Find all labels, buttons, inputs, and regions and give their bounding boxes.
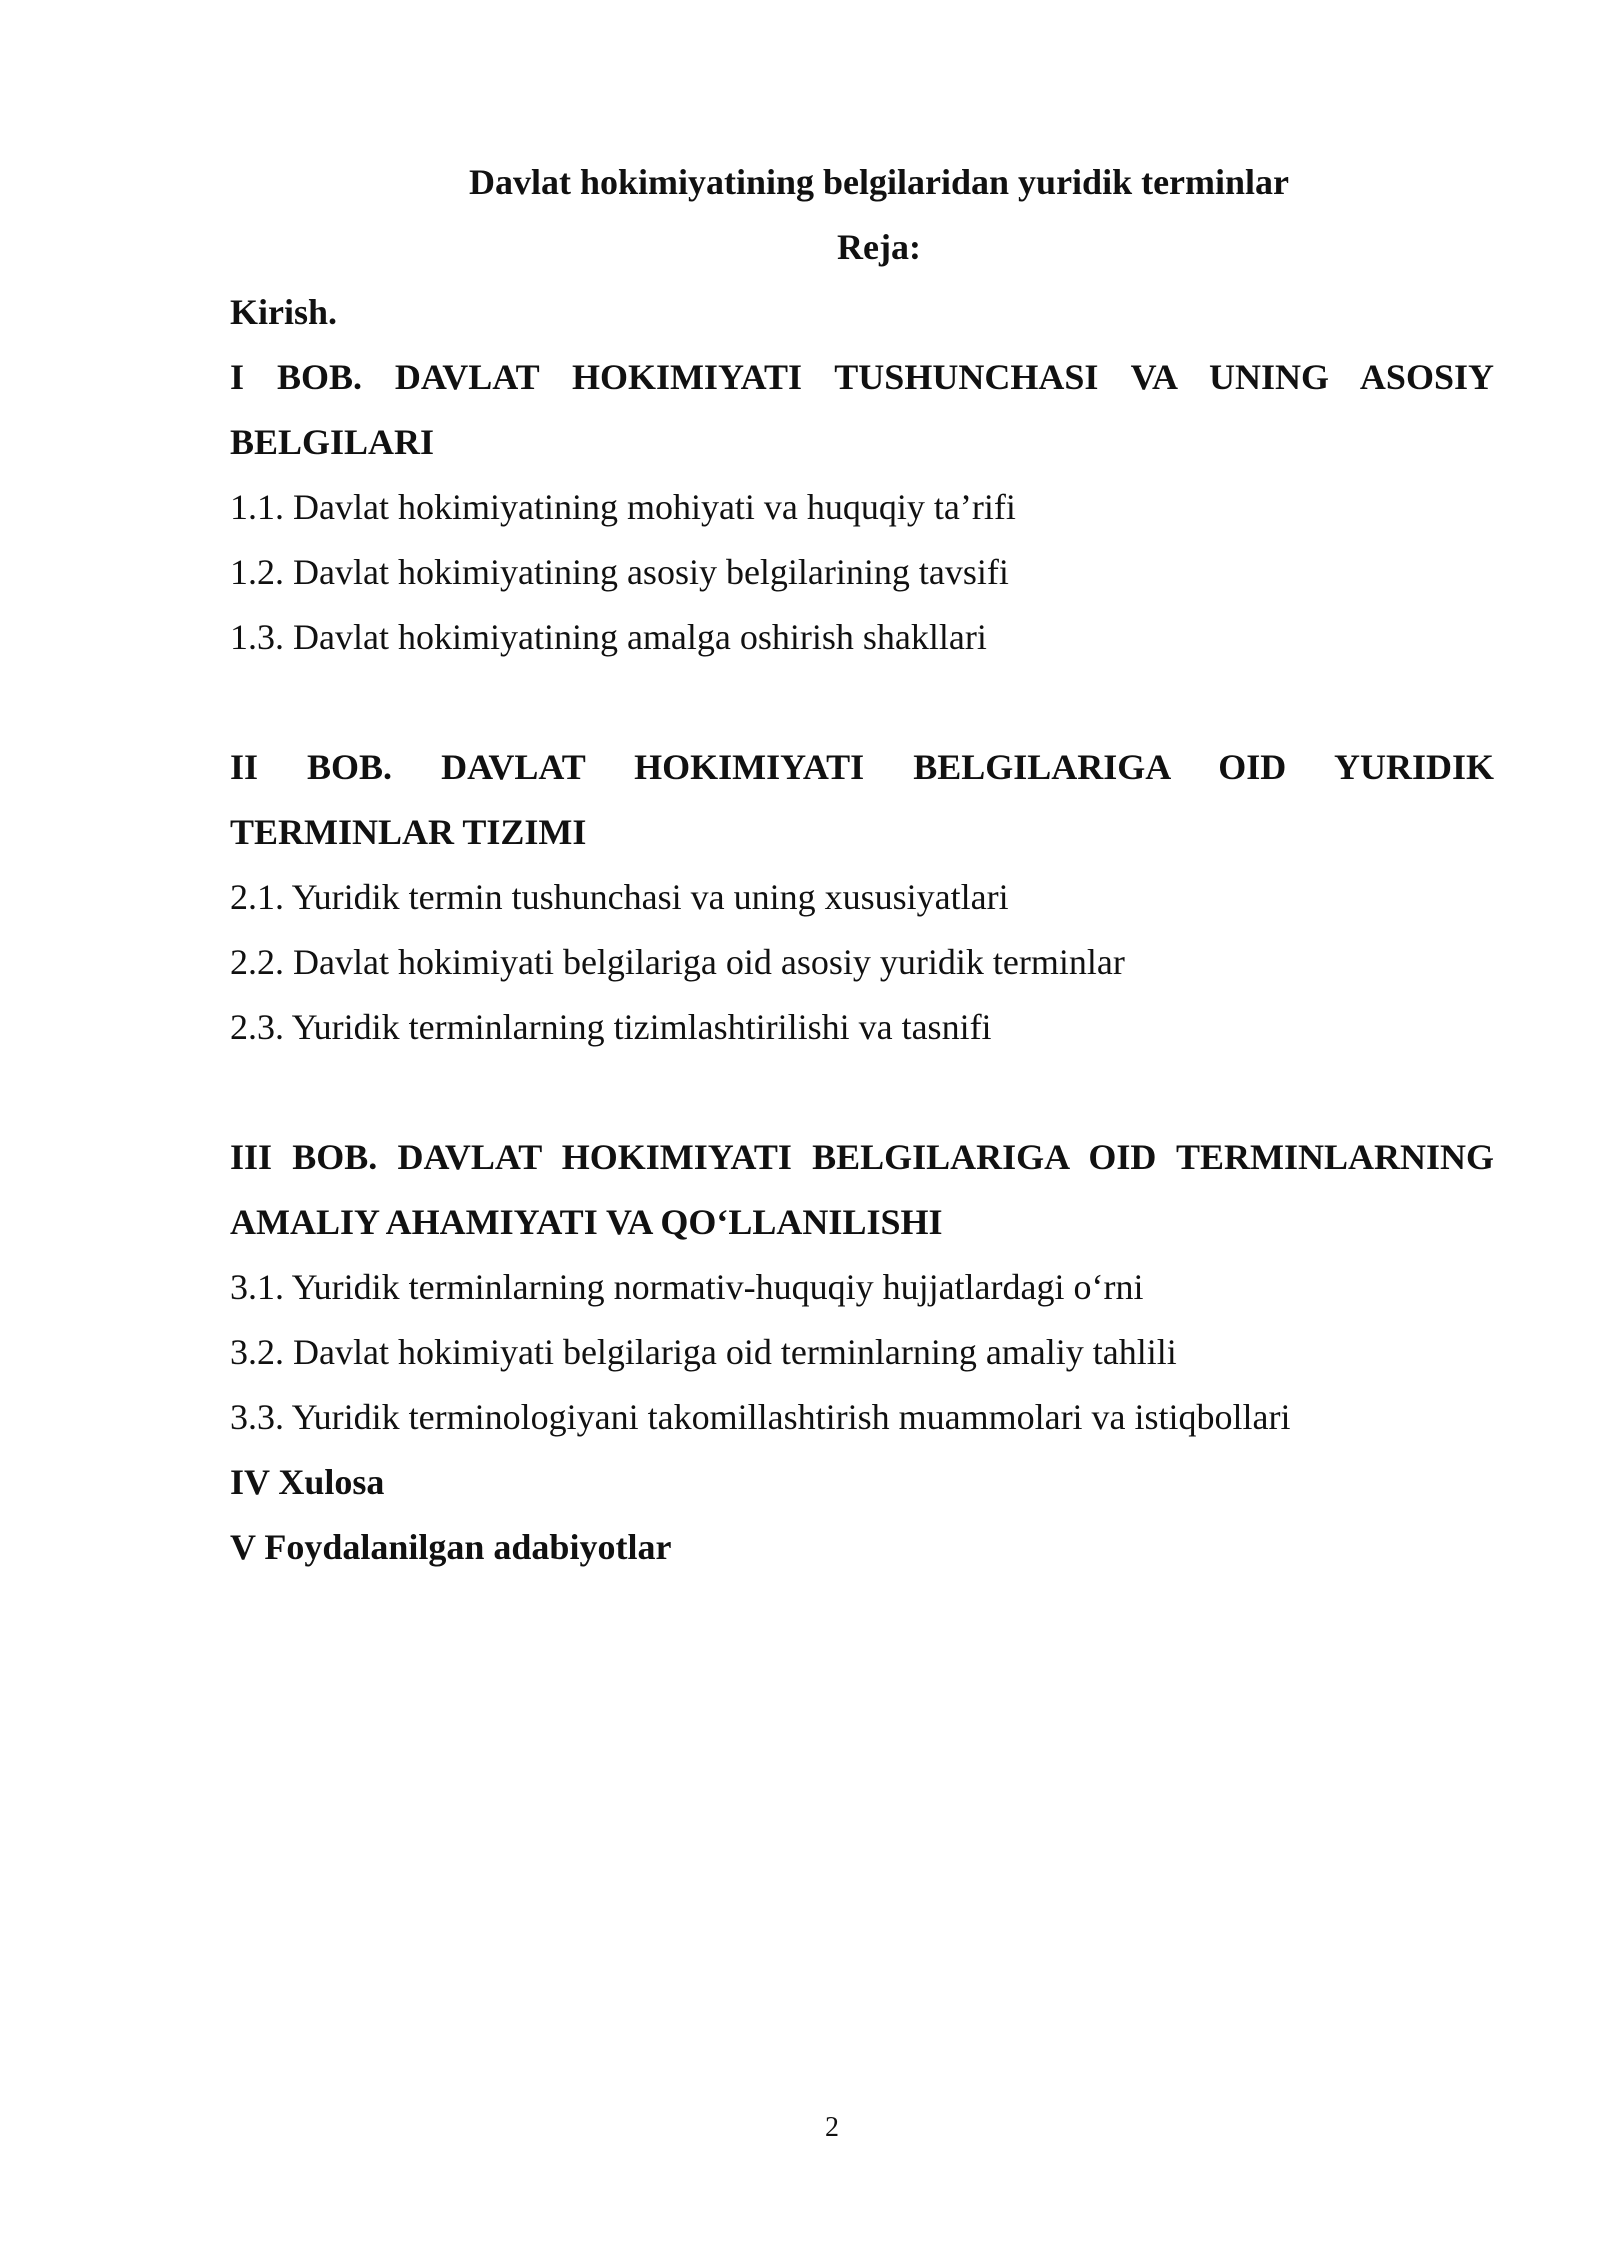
section-spacer: [230, 670, 1494, 735]
intro-entry: Kirish.: [230, 292, 338, 332]
plan-heading: Reja:: [837, 227, 921, 267]
toc-item-2-2: 2.2. Davlat hokimiyati belgilariga oid asosiy yuridik terminlar: [230, 942, 1125, 982]
chapter2-heading-cont: TERMINLAR TIZIMI: [230, 812, 587, 852]
toc-item-1-3: 1.3. Davlat hokimiyatining amalga oshirish shakllari: [230, 617, 987, 657]
toc-item-2-1: 2.1. Yuridik termin tushunchasi va uning xususiyatlari: [230, 877, 1009, 917]
chapter1-heading: I BOB. DAVLAT HOKIMIYATI TUSHUNCHASI VA UNING ASOSIY: [230, 357, 1494, 397]
toc-item-1-1: 1.1. Davlat hokimiyatining mohiyati va huquqiy ta’rifi: [230, 487, 1016, 527]
document-title: Davlat hokimiyatining belgilaridan yuridik terminlar: [468, 162, 1290, 202]
toc-item-3-3: 3.3. Yuridik terminologiyani takomillashtirish muammolari va istiqbollari: [230, 1397, 1291, 1437]
chapter3-heading: III BOB. DAVLAT HOKIMIYATI BELGILARIGA OID TERMINLARNING: [230, 1137, 1494, 1177]
conclusion-entry: IV Xulosa: [230, 1462, 385, 1502]
chapter1-heading-cont: BELGILARI: [230, 422, 435, 462]
toc-item-2-3: 2.3. Yuridik terminlarning tizimlashtirilishi va tasnifi: [230, 1007, 992, 1047]
references-entry: V Foydalanilgan adabiyotlar: [230, 1527, 672, 1567]
toc-item-3-1: 3.1. Yuridik terminlarning normativ-huquqiy hujjatlardagi o‘rni: [230, 1267, 1144, 1307]
page-number: 2: [825, 2112, 839, 2143]
table-of-contents: [230, 150, 1494, 1580]
toc-item-1-2: 1.2. Davlat hokimiyatining asosiy belgilarining tavsifi: [230, 552, 1009, 592]
section-spacer: [230, 1060, 1494, 1125]
chapter2-heading: II BOB. DAVLAT HOKIMIYATI BELGILARIGA OID YURIDIK: [230, 747, 1494, 787]
toc-item-3-2: 3.2. Davlat hokimiyati belgilariga oid terminlarning amaliy tahlili: [230, 1332, 1177, 1372]
chapter3-heading-cont: AMALIY AHAMIYATI VA QO‘LLANILISHI: [230, 1202, 943, 1242]
